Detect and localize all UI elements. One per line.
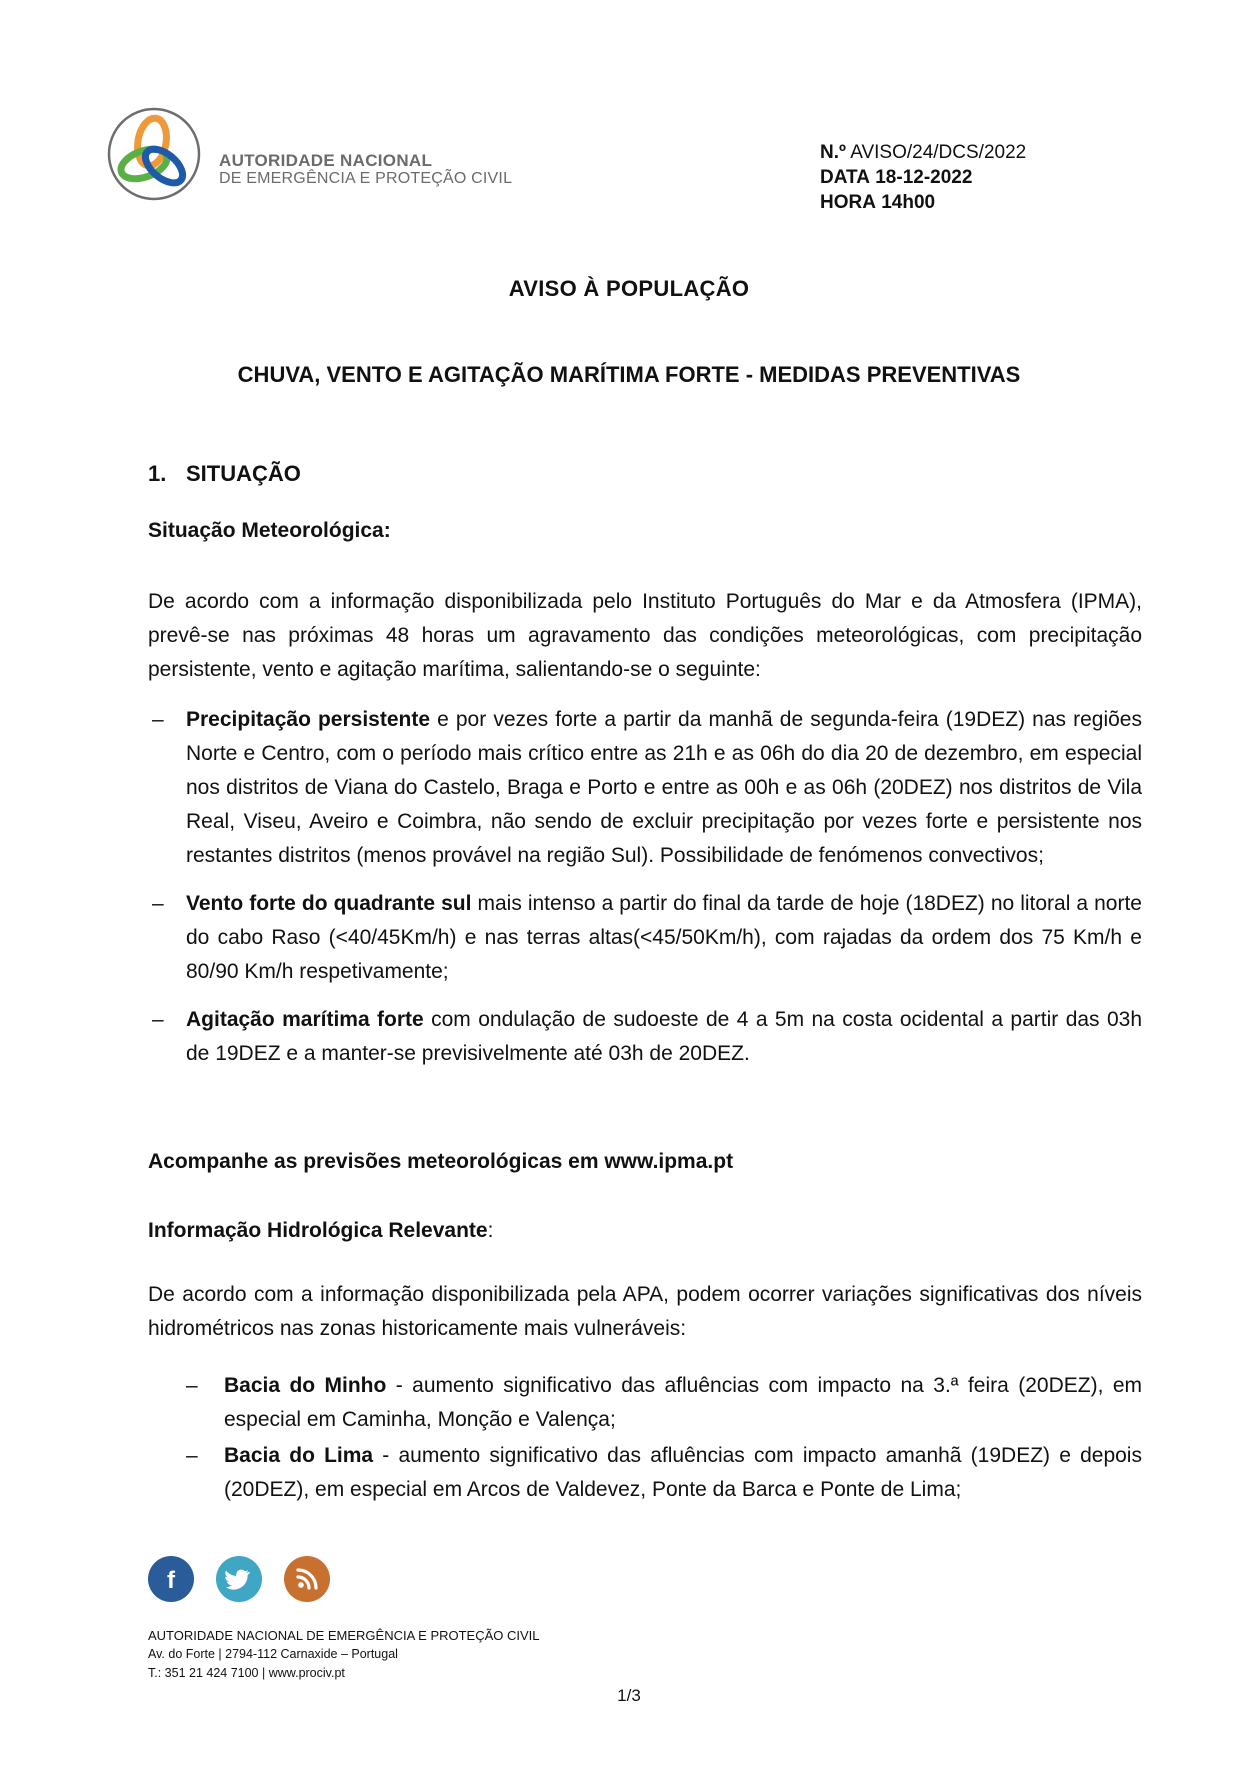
notice-date: DATA 18-12-2022: [820, 167, 973, 188]
org-name-line1: AUTORIDADE NACIONAL: [219, 151, 433, 170]
footer-contact: T.: 351 21 424 7100 | www.prociv.pt: [148, 1666, 345, 1680]
footer-street: Av. do Forte | 2794-112 Carnaxide – Portugal: [148, 1647, 398, 1661]
footer-address: [148, 1626, 540, 1683]
footer-org: AUTORIDADE NACIONAL DE EMERGÊNCIA E PROTEÇÃO CIVIL: [148, 1628, 540, 1643]
org-name-line2: DE EMERGÊNCIA E PROTEÇÃO CIVIL: [219, 170, 513, 187]
meteo-bullet-vento: – Vento forte do quadrante sul mais intenso a partir do final da tarde de hoje (18DEZ) no litoral a norte do cabo Raso (<40/45Km/h) e nas terras altas(<45/50Km/h), com rajadas da ordem dos 75 Km/h e 80/90 Km/h respetivamente;: [152, 892, 1142, 983]
facebook-icon[interactable]: [148, 1556, 194, 1602]
section-heading-situacao: 1. SITUAÇÃO: [148, 461, 301, 486]
svg-text:f: f: [167, 1567, 175, 1594]
document-meta: [820, 140, 1026, 215]
meteo-bullet-agitacao: – Agitação marítima forte com ondulação de sudoeste de 4 a 5m na costa ocidental a partir das 03h de 19DEZ e a manter-se previsivelmente até 03h de 20DEZ.: [152, 1008, 1142, 1065]
document-title: AVISO À POPULAÇÃO: [508, 276, 750, 301]
hydro-bullet-list: [186, 1369, 1142, 1509]
ipma-follow-link-text: Acompanhe as previsões meteorológicas em www.ipma.pt: [148, 1150, 734, 1173]
page-number: 1/3: [617, 1686, 641, 1705]
hydro-bullet-minho: – Bacia do Minho - aumento significativo das afluências com impacto na 3.ª feira (20DEZ), em especial em Caminha, Monção e Valença;: [186, 1374, 1142, 1431]
rss-icon[interactable]: [284, 1556, 330, 1602]
meteo-intro: De acordo com a informação disponibilizada pelo Instituto Português do Mar e da Atmosfera (IPMA), prevê-se nas próximas 48 horas um agravamento das condições meteorológicas, com precipitação persistente, vento e agitação marítima, salientando-se o seguinte:: [148, 590, 1142, 681]
anepc-logo-icon: [106, 106, 202, 202]
hydro-bullet-lima: – Bacia do Lima - aumento significativo das afluências com impacto amanhã (19DEZ) e depois (20DEZ), em especial em Arcos de Valdevez, Ponte da Barca e Ponte de Lima;: [186, 1444, 1142, 1501]
document-subtitle: CHUVA, VENTO E AGITAÇÃO MARÍTIMA FORTE - MEDIDAS PREVENTIVAS: [237, 362, 1021, 387]
meteo-bullet-list: [148, 703, 1142, 1085]
notice-number: N.º AVISO/24/DCS/2022: [820, 142, 1027, 163]
notice-time: HORA 14h00: [820, 192, 936, 213]
meteo-bullet-precipitacao: – Precipitação persistente e por vezes forte a partir da manhã de segunda-feira (19DEZ) nas regiões Norte e Centro, com o período mais crítico entre as 21h e as 06h do dia 20 de dezembro, em especial nos distritos de Viana do Castelo, Braga e Porto e entre as 00h e as 06h (20DEZ) nos distritos de Vila Real, Viseu, Aveiro e Coimbra, não sendo de excluir precipitação por vezes forte e persistente nos restantes distritos (menos provável na região Sul). Possibilidade de fenómenos convectivos;: [152, 708, 1142, 867]
meteo-heading: Situação Meteorológica:: [148, 519, 391, 542]
twitter-icon[interactable]: [216, 1556, 262, 1602]
hydro-intro: De acordo com a informação disponibilizada pela APA, podem ocorrer variações significativas dos níveis hidrométricos nas zonas historicamente mais vulneráveis:: [148, 1283, 1142, 1340]
org-name: [219, 152, 512, 188]
hydro-heading: Informação Hidrológica Relevante:: [148, 1219, 494, 1242]
